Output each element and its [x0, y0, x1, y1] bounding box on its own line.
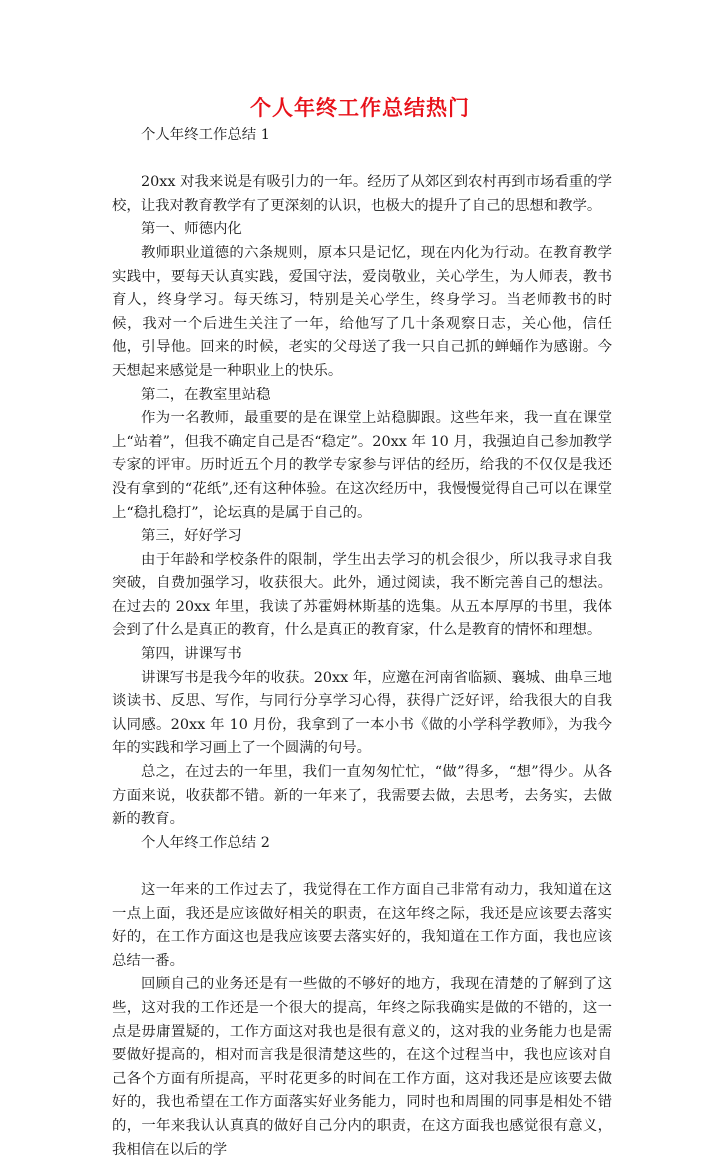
body-paragraph: 20xx 对我来说是有吸引力的一年。经历了从郊区到农村再到市场看重的学校，让我对教育教学有了更深刻的认识，也极大的提升了自己的思想和教学。	[112, 174, 612, 214]
section-heading: 个人年终工作总结 2	[141, 834, 270, 851]
body-paragraph: 回顾自己的业务还是有一些做的不够好的地方，我现在清楚的了解到了这些，这对我的工作还是一个很大的提高，年终之际我确实是做的不错的，这一点是毋庸置疑的，工作方面这对我也是很有意义的，这对我的业务能力也是需要做好提高的，相对而言我是很清楚这些的，在这个过程当中，我也应该对自己各个方面有所提高，平时花更多的时间在工作方面，这对我还是应该要去做好的，我也希望在工作方面落实好业务能力，同时也和周围的同事是相处不错的，一年来我认认真真的做好自己分内的职责，在这方面我也感觉很有意义，我相信在以后的学	[112, 976, 612, 1158]
body-paragraph: 作为一名教师，最重要的是在课堂上站稳脚跟。这些年来，我一直在课堂上“站着”，但我不确定自己是否“稳定”。20xx 年 10 月，我强迫自己参加教学专家的评审。历时近五个月的教学专家参与评估的经历，给我的不仅仅是我还没有拿到的“花纸”,还有这种体验。在这次经历中，我慢慢觉得自己可以在课堂上“稳扎稳打”，论坛真的是属于自己的。	[112, 410, 612, 521]
paragraph-gap	[112, 148, 612, 172]
body-paragraph: 总之，在过去的一年里，我们一直匆匆忙忙，“做”得多，“想”得少。从各方面来说，收获都不错。新的一年来了，我需要去做，去思考，去务实，去做新的教育。	[112, 764, 612, 828]
section-heading: 第一、师德内化	[141, 221, 242, 238]
body-paragraph: 这一年来的工作过去了，我觉得在工作方面自己非常有动力，我知道在这一点上面，我还是应该做好相关的职责，在这年终之际，我还是应该要去落实好的，在工作方面这也是我应该要去落实好的，我知道在工作方面，我也应该总结一番。	[112, 882, 612, 969]
body-paragraph: 讲课写书是我今年的收获。20xx 年，应邀在河南省临颍、襄城、曲阜三地谈读书、反思、写作，与同行分享学习心得，获得广泛好评，给我很大的自我认同感。20xx 年 10 月份，我拿到了一本小书《做的小学科学教师》，为我今年的实践和学习画上了一个圆满的句号。	[112, 669, 612, 757]
paragraph-gap	[112, 855, 612, 879]
document-body	[112, 124, 612, 1162]
section-heading: 第四，讲课写书	[141, 646, 242, 663]
body-paragraph: 教师职业道德的六条规则，原本只是记忆，现在内化为行动。在教育教学实践中，要每天认真实践，爱国守法，爱岗敬业，关心学生，为人师表，教书育人，终身学习。每天练习，特别是关心学生，终身学习。当老师教书的时候，我对一个后进生关注了一年，给他写了几十条观察日志，关心他，信任他，引导他。回来的时候，老实的父母送了我一只自己抓的蝉蛹作为感谢。今天想起来感觉是一种职业上的快乐。	[112, 244, 612, 379]
section-heading: 第三，好好学习	[141, 528, 242, 545]
section-heading: 第二，在教室里站稳	[141, 386, 271, 403]
page-title: 个人年终工作总结热门	[250, 96, 470, 120]
section-heading: 个人年终工作总结 1	[141, 127, 270, 143]
body-paragraph: 由于年龄和学校条件的限制，学生出去学习的机会很少，所以我寻求自我突破，自费加强学习，收获很大。此外，通过阅读，我不断完善自己的想法。在过去的 20xx 年里，我读了苏霍姆林斯基的选集。从五本厚厚的书里，我体会到了什么是真正的教育，什么是真正的教育家，什么是教育的情怀和理想。	[112, 551, 612, 639]
